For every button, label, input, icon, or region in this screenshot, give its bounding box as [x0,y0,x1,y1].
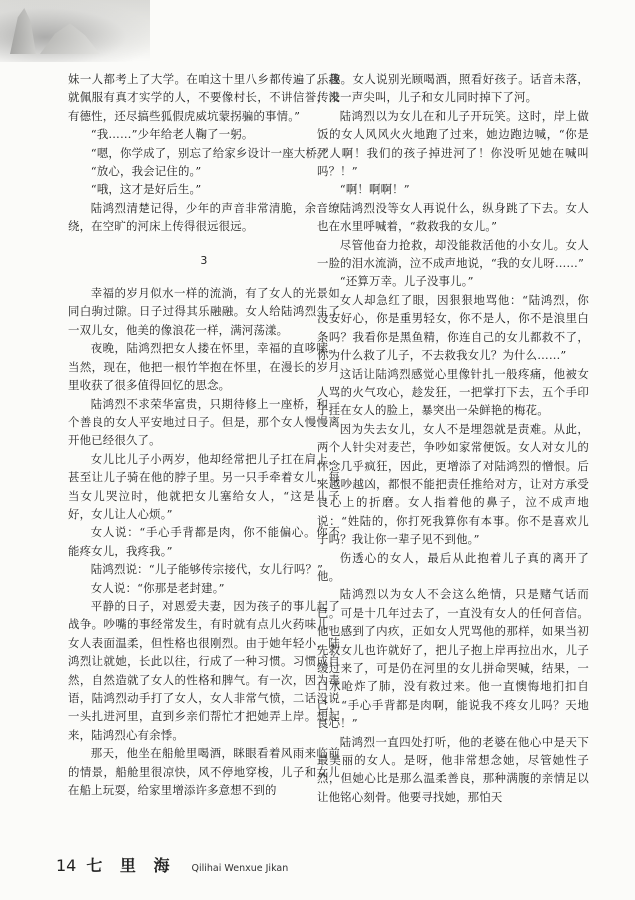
paragraph: 因为失去女儿，女人不是埋怨就是责难。从此，两个人针尖对麦芒，争吵如家常便饭。女人对女儿的怀念几乎疯狂，因此，更增添了对陆鸿烈的憎恨。后来越吵越凶，都恨不能把责任推给对方，让对方承受良心上的折磨。女人指着他的鼻子，泣不成声地说：“姓陆的，你打死我算你有本事。你不是喜欢儿子吗？我让你一辈子见不到他。” [317,421,589,547]
paragraph: 女人却急红了眼，因狠狠地骂他：“陆鸿烈，你没安好心，你是重男轻女，你不是人，你不是浪里白条吗？我看你是黑鱼精，你连自己的女儿都救不了，你为什么救了儿子，不去救我女儿？为什么……” [317,292,589,363]
right-text-column [317,70,589,806]
left-column-bottom-section [68,284,340,799]
paragraph: 夜晚，陆鸿烈把女人搂在怀里，幸福的直哆嗦。当然，现在，他把一根竹竿抱在怀里，在漫长的岁月里收获了很多值得回忆的思念。 [68,341,340,393]
paragraph: 陆鸿烈说：“儿子能够传宗接代，女儿行吗？” [90,562,324,577]
paragraph: 妹一人都考上了大学。在咱这十里八乡都传遍了。我就佩服有真才实学的人，不要像村长，不讲信誉，没有德性，还尽搞些狐假虎威坑蒙拐骗的事情。” [68,72,340,123]
section-number: 3 [200,253,208,267]
paragraph: 乐趣。女人说别光顾喝酒，照看好孩子。话音未落，传来一声尖叫，儿子和女儿同时掉下了河。 [317,72,589,105]
paragraph: 陆鸿烈没等女人再说什么，纵身跳了下去。女人也在水里呼喊着，“救救我的女儿。” [317,200,589,234]
paragraph: 那天，他坐在船舱里喝酒，眯眼看着风雨来临前的情景，船舱里很凉快，风不停地穿梭，儿子和女儿在船上玩耍，给家里增添许多意想不到的 [68,746,340,798]
paragraph: 女儿比儿子小两岁，他却经常把儿子扛在肩上，甚至让儿子骑在他的脖子里。另一只手牵着女儿，每当女儿哭泣时，他就把女儿塞给女人，“这是儿子好，女儿让人心烦。” [68,451,340,521]
paragraph: 陆鸿烈清楚记得，少年的声音非常清脆，余音缭绕，在空旷的河床上传得很远很远。 [68,200,340,234]
paragraph: “啊！啊啊！” [339,182,410,197]
left-text-column [68,70,340,799]
paragraph: “嗯，你学成了，别忘了给家乡设计一座大桥。” [90,145,329,160]
left-column-top-section [68,70,340,236]
paragraph: 尽管他奋力抢救，却没能救活他的小女儿。女人一脸的泪水流淌，泣不成声地说，“我的女儿呀……” [317,237,589,271]
paragraph: 幸福的岁月似水一样的流淌，有了女人的光景如同白驹过隙。日子过得其乐融融。女人给陆鸿烈生了一双儿女，他美的像浪花一样，满河荡漾。 [68,286,340,337]
paragraph: 陆鸿烈不求荣华富贵，只期待修上一座桥，和一个善良的女人平安地过日子。但是，那个女人慢慢离开他已经很久了。 [68,396,340,448]
paragraph: 陆鸿烈以为女人不会这么绝情，只是赌气话而已。可是十几年过去了，一直没有女人的任何音信。他也感到了内疚，正如女人咒骂他的那样，如果当初先救女儿也许就好了，把儿子抱上岸再拉出水，儿子缓过来了，可是仍在河里的女儿拼命哭喊，结果，一口水呛炸了肺，没有救过来。他一直懊悔地扪扣自己，“手心手背都是肉啊，能说我不疼女儿吗？天地良心！” [317,587,589,731]
journal-pinyin: Qilihai Wenxue Jikan [191,863,289,874]
decorative-mountain-shape [10,8,36,54]
paragraph: 女人说：“你那是老封建。” [90,580,225,595]
paragraph: 平静的日子，对恩爱夫妻，因为孩子的事儿起了战争。吵嘴的事经常发生，有时就有点儿火药味儿。女人表面温柔，但性格也很刚烈。由于她年轻小，陆鸿烈让就她，长此以往，行成了一种习惯。习惯成自然，自然造就了女人的性格和脾气。有一次，因为毒语，陆鸿烈动手打了女人，女人非常气愤，二话没说一头扎进河里，直到乡亲们帮忙才把她弄上岸。想起来，陆鸿烈心有余悸。 [68,598,340,742]
paragraph: “哦，这才是好后生。” [90,182,202,197]
paragraph: 伤透心的女人，最后从此抱着儿子真的离开了他。 [317,550,589,583]
header-decoration [0,0,150,62]
page-number: 14 [56,856,77,875]
paragraph: “放心，我会记住的。” [90,164,202,179]
paragraph: 陆鸿烈以为女儿在和儿子开玩笑。这时，岸上做饭的女人风风火火地跑了过来，她边跑边喊，“你是死人啊！我们的孩子掉进河了！你没听见她在喊叫吗？！” [317,108,589,179]
decorative-hill-shape [40,20,100,54]
paragraph: 这话让陆鸿烈感觉心里像针扎一般疼痛，他被女人骂的火气攻心，趁发狂，一把掌打下去，五个手印子挂在女人的脸上，暴突出一朵鲜艳的梅花。 [317,366,589,418]
paragraph: 陆鸿烈一直四处打听，他的老婆在他心中是天下最美丽的女人。是呀，他非常想念她，尽管她性子烈，但她心比是那么温柔善良，那种满腹的亲情足以让他铭心刻骨。他要寻找她，那怕天 [317,734,589,804]
right-column-body [317,70,589,806]
paragraph: “还算万幸。儿子没事儿。” [339,274,474,289]
paragraph: 女人说：“手心手背都是肉，你不能偏心。你不能疼女儿，我疼我。” [68,525,340,558]
page-footer [56,853,288,873]
journal-name: 七 里 海 [86,856,176,875]
paragraph: “我……”少年给老人鞠了一躬。 [90,127,254,142]
